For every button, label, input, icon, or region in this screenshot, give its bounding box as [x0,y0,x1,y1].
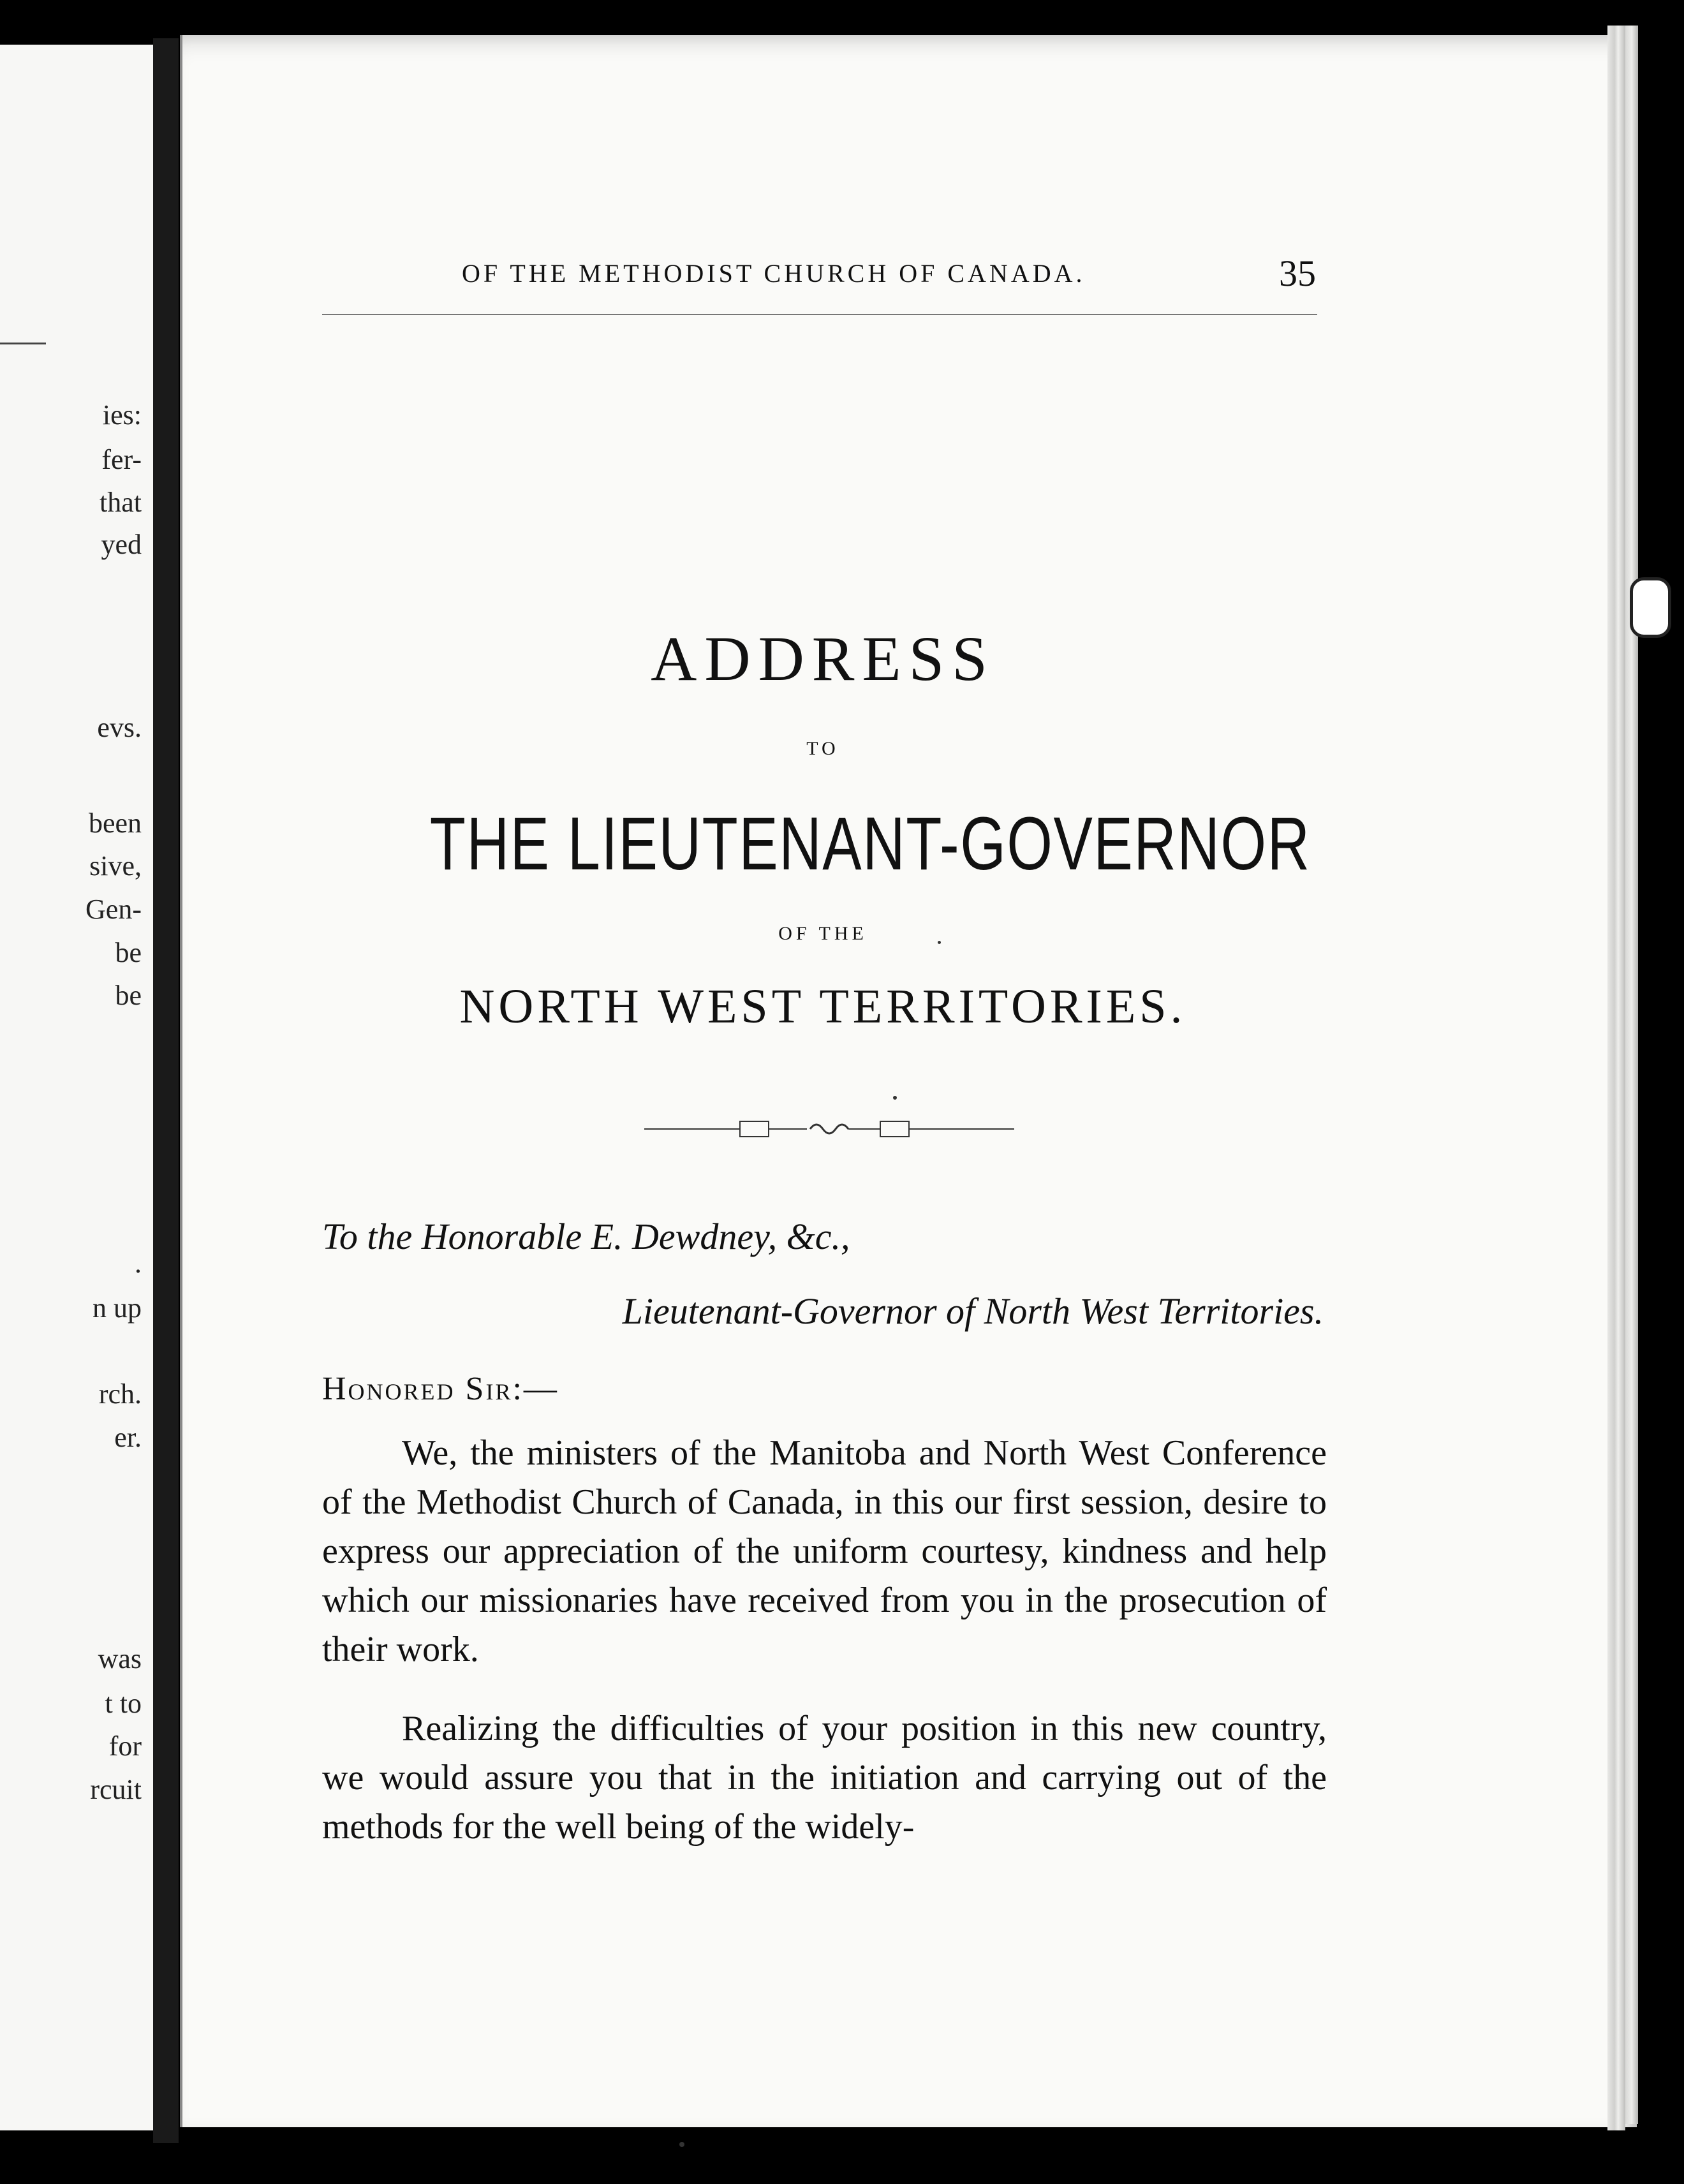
print-speck [679,2142,684,2147]
facing-page-fragment: be [115,980,142,1011]
body-paragraph: We, the ministers of the Manitoba and North West Conference of the Methodist Church of Canada, in this our first session, desire to express our appreciation of the uniform courtesy, kindness and help which our missionaries have received from you in the prosecution of their work. [322,1433,1327,1669]
salutation-title: Lieutenant-Governor of North West Territories. [622,1290,1324,1332]
title-to: TO [806,738,839,759]
page-edge-stack [1625,26,1638,2124]
page-number: 35 [1279,253,1316,294]
title-lieutenant-governor: THE LIEUTENANT-GOVERNOR [429,802,1311,886]
greeting: Honored Sir:— [322,1371,559,1407]
print-speck [938,941,941,944]
print-speck [893,1096,897,1100]
salutation-addressee: To the Honorable E. Dewdney, &c., [322,1216,850,1257]
ornament-divider-icon [644,1110,1014,1148]
header-rule [322,314,1317,315]
title-of-the: OF THE [778,923,868,944]
title-address: ADDRESS [651,623,995,694]
facing-page-fragment: was [98,1643,142,1674]
title-north-west-territories: NORTH WEST TERRITORIES. [459,980,1186,1033]
facing-page-fragment: fer- [101,444,142,475]
page-edge [1607,26,1625,2130]
facing-page-fragment: rcuit [90,1774,142,1805]
facing-page-fragment: . [135,1248,142,1279]
facing-page-fragment: for [108,1730,142,1762]
facing-page-fragment: n up [92,1292,142,1324]
facing-page-fragment: ies: [102,399,142,431]
facing-page-rule [0,343,46,344]
facing-page-left [0,45,157,2130]
facing-page-fragment: been [88,808,142,839]
facing-page-fragment: yed [101,529,142,560]
facing-page-fragment: evs. [97,712,142,743]
facing-page-fragment: rch. [98,1378,142,1410]
facing-page-fragment: that [100,487,142,518]
facing-page-fragment: be [115,937,142,968]
running-head: OF THE METHODIST CHURCH OF CANADA. [462,259,1086,288]
facing-page-fragment: er. [114,1422,142,1453]
facing-page-fragment: Gen- [85,894,142,925]
body-paragraph: Realizing the difficulties of your position in this new country, we would assure you that in the initiation and carrying out of the methods for the well being of the widely- [322,1709,1327,1847]
book-gutter [153,38,179,2143]
facing-page-fragment: t to [105,1688,142,1719]
facing-page-fragment: sive, [89,850,142,882]
